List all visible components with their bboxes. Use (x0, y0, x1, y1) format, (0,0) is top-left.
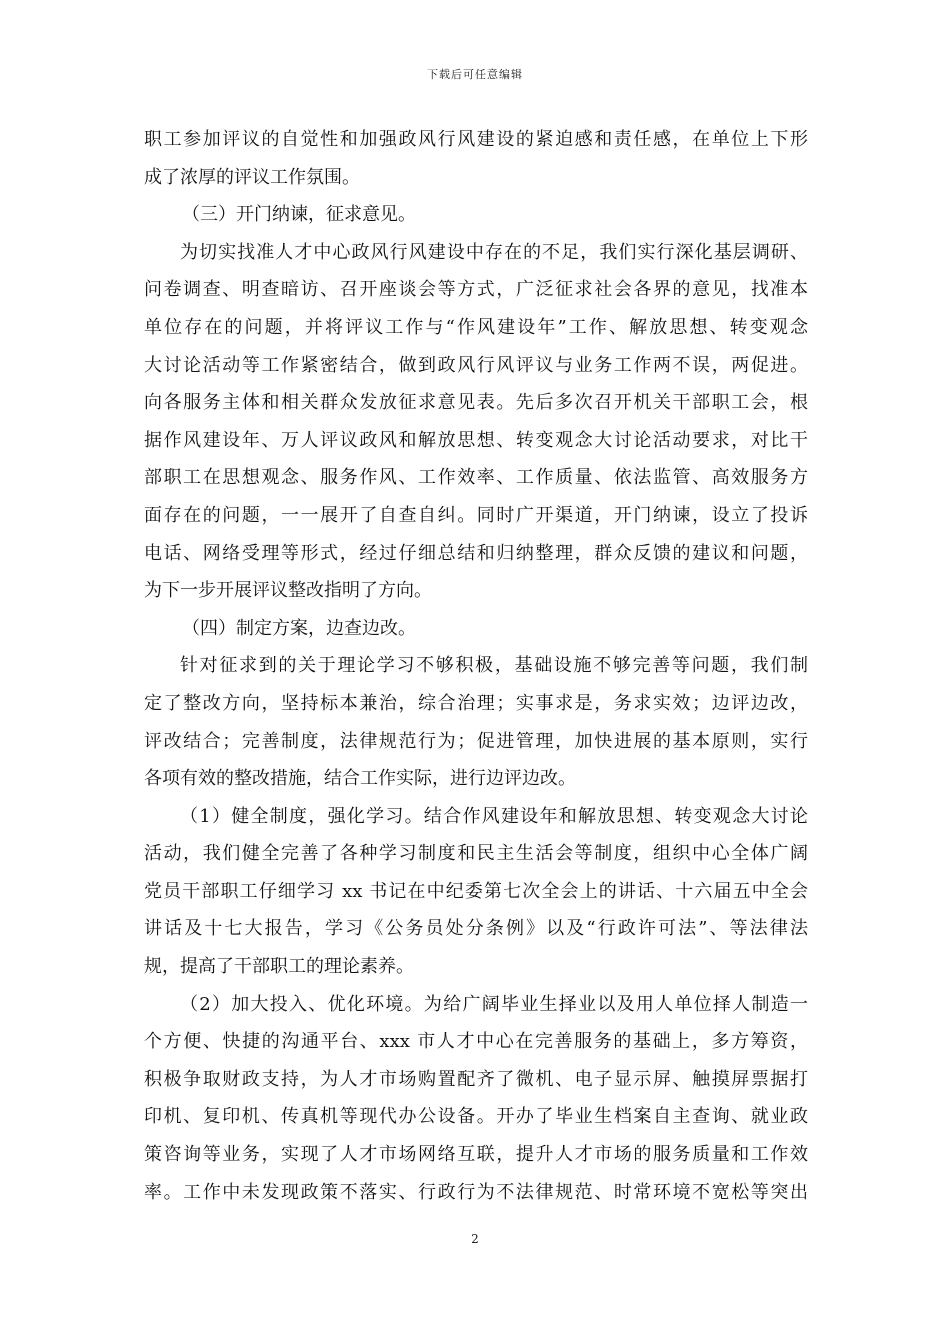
body-line: 规，提高了干部职工的理论素养。 (144, 956, 414, 978)
body-line: （1）健全制度，强化学习。结合作风建设年和解放思想、转变观念大讨论 (180, 805, 808, 827)
body-line: 积极争取财政支持，为人才市场购置配齐了微机、电子显示屏、触摸屏票据打 (144, 1068, 808, 1090)
body-line: 为下一步开展评议整改指明了方向。 (144, 580, 432, 602)
body-line: 率。工作中未发现政策不落实、行政行为不法律规范、时常环境不宽松等突出 (144, 1181, 808, 1203)
body-line: 个方便、快捷的沟通平台、xxx 市人才中心在完善服务的基础上，多方筹资， (144, 1031, 808, 1053)
body-line: 针对征求到的关于理论学习不够积极，基础设施不够完善等问题，我们制 (180, 655, 808, 677)
body-line: 问卷调查、明查暗访、召开座谈会等方式，广泛征求社会各界的意见，找准本 (144, 279, 808, 301)
body-line: 大讨论活动等工作紧密结合，做到政风行风评议与业务工作两不误，两促进。 (144, 354, 808, 376)
body-line: 部职工在思想观念、服务作风、工作效率、工作质量、依法监管、高效服务方 (144, 467, 808, 489)
body-line: 评改结合；完善制度，法律规范行为；促进管理，加快进展的基本原则，实行 (144, 730, 808, 752)
body-line: 党员干部职工仔细学习 xx 书记在中纪委第七次全会上的讲话、十六届五中全会 (144, 880, 808, 902)
body-line: 为切实找准人才中心政风行风建设中存在的不足，我们实行深化基层调研、 (180, 241, 808, 263)
section-heading: （四）制定方案，边查边改。 (182, 617, 416, 639)
body-line: 面存在的问题，一一展开了自查自纠。同时广开渠道，开门纳谏，设立了投诉 (144, 504, 808, 526)
body-line: 电话、网络受理等形式，经过仔细总结和归纳整理，群众反馈的建议和问题， (144, 542, 808, 564)
body-line: 各项有效的整改措施，结合工作实际，进行边评边改。 (144, 768, 576, 790)
body-line: 向各服务主体和相关群众发放征求意见表。先后多次召开机关干部职工会，根 (144, 392, 808, 414)
body-line: 活动，我们健全完善了各种学习制度和民主生活会等制度，组织中心全体广阔 (144, 843, 808, 865)
body-line: 定了整改方向，坚持标本兼治，综合治理；实事求是，务求实效；边评边改， (144, 692, 808, 714)
body-line: 职工参加评议的自觉性和加强政风行风建设的紧迫感和责任感，在单位上下形 (144, 129, 808, 150)
section-heading: （三）开门纳谏，征求意见。 (182, 204, 416, 226)
page-header: 下载后可任意编辑 (427, 68, 523, 81)
body-line: （2）加大投入、优化环境。为给广阔毕业生择业以及用人单位择人制造一 (180, 993, 808, 1015)
body-line: 讲话及十七大报告，学习《公务员处分条例》以及“行政许可法”、等法律法 (144, 918, 808, 940)
body-line: 单位存在的问题，并将评议工作与“作风建设年”工作、解放思想、转变观念 (144, 316, 808, 338)
body-line: 策咨询等业务，实现了人才市场网络互联，提升人才市场的服务质量和工作效 (144, 1144, 808, 1166)
body-line: 据作风建设年、万人评议政风和解放思想、转变观念大讨论活动要求，对比干 (144, 429, 808, 451)
body-line: 成了浓厚的评议工作氛围。 (144, 166, 360, 188)
body-line: 印机、复印机、传真机等现代办公设备。开办了毕业生档案自主查询、就业政 (144, 1106, 808, 1128)
document-body (144, 121, 808, 1211)
page-number: 2 (471, 1232, 479, 1246)
